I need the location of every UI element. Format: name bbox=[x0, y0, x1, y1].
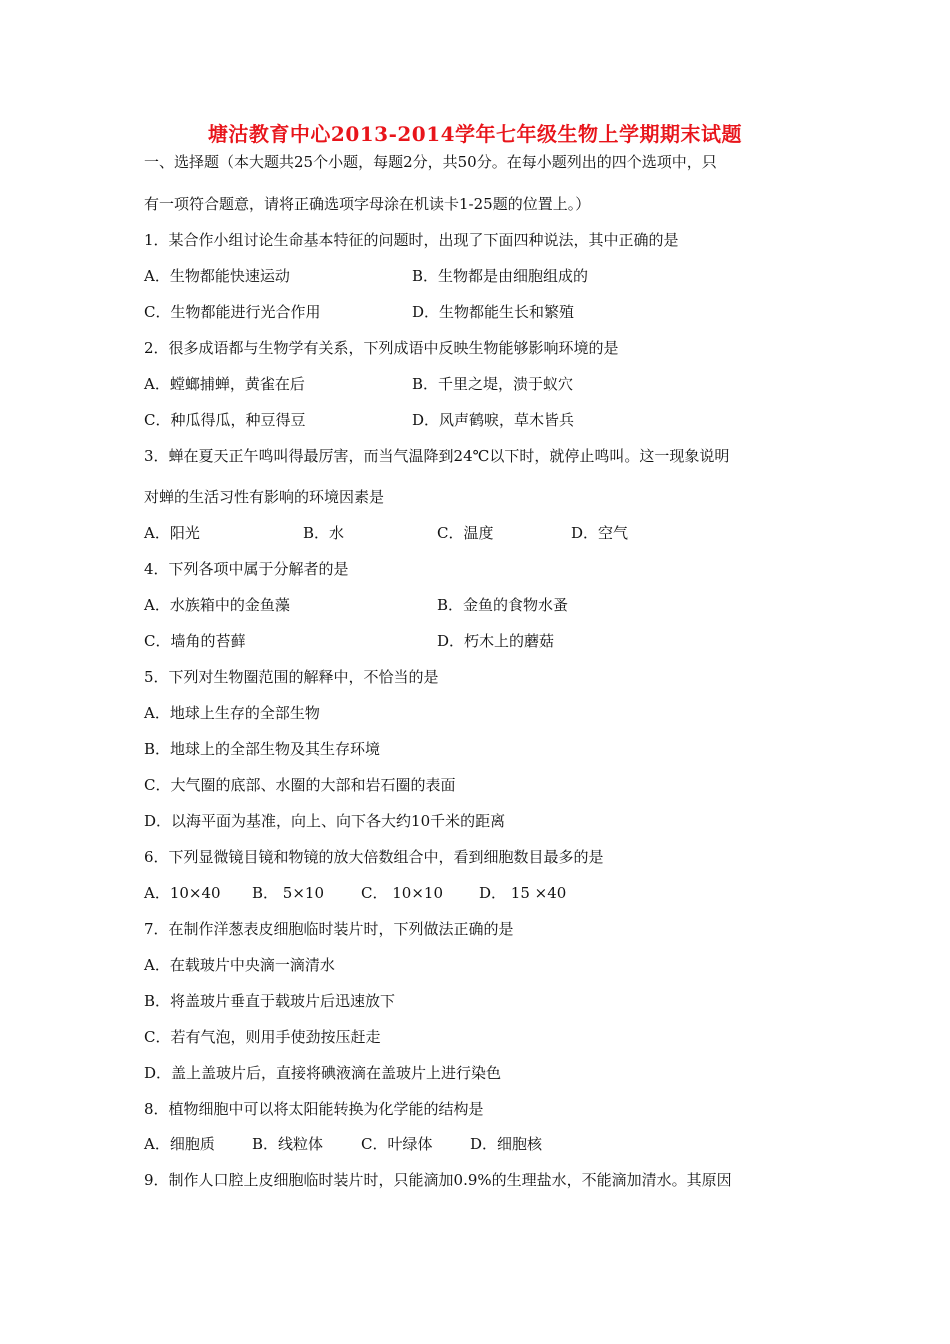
question-7-option-d: D．盖上盖玻片后，直接将碘液滴在盖玻片上进行染色 bbox=[144, 1064, 502, 1082]
question-8-option-b: B．线粒体 bbox=[252, 1135, 324, 1153]
question-1-option-b: B．生物都是由细胞组成的 bbox=[412, 267, 589, 285]
question-8-option-c: C．叶绿体 bbox=[361, 1135, 433, 1153]
question-8-option-a: A．细胞质 bbox=[144, 1135, 215, 1153]
question-2-stem: 2．很多成语都与生物学有关系，下列成语中反映生物能够影响环境的是 bbox=[144, 339, 619, 357]
question-5-option-a: A．地球上生存的全部生物 bbox=[144, 704, 320, 722]
question-3-option-d: D．空气 bbox=[571, 524, 629, 542]
section-intro-line-1: 一、选择题（本大题共25个小题，每题2分，共50分。在每小题列出的四个选项中，只 bbox=[144, 153, 717, 171]
question-9-stem: 9．制作人口腔上皮细胞临时装片时，只能滴加0.9%的生理盐水，不能滴加清水。其原因 bbox=[144, 1171, 732, 1189]
section-intro-line-2: 有一项符合题意，请将正确选项字母涂在机读卡1-25题的位置上。） bbox=[144, 195, 591, 213]
question-6-option-a: A．10×40 bbox=[144, 884, 221, 902]
question-3-option-c: C．温度 bbox=[437, 524, 494, 542]
question-1-option-d: D．生物都能生长和繁殖 bbox=[412, 303, 575, 321]
question-7-option-b: B．将盖玻片垂直于载玻片后迅速放下 bbox=[144, 992, 396, 1010]
question-3-option-b: B．水 bbox=[303, 524, 345, 542]
question-5-stem: 5．下列对生物圈范围的解释中，不恰当的是 bbox=[144, 668, 439, 686]
question-3-stem-line-2: 对蝉的生活习性有影响的环境因素是 bbox=[144, 488, 385, 506]
question-2-option-b: B．千里之堤，溃于蚁穴 bbox=[412, 375, 574, 393]
question-2-option-c: C．种瓜得瓜，种豆得豆 bbox=[144, 411, 306, 429]
question-5-option-d: D．以海平面为基准，向上、向下各大约10千米的距离 bbox=[144, 812, 506, 830]
question-4-option-a: A．水族箱中的金鱼藻 bbox=[144, 596, 290, 614]
question-5-option-c: C．大气圈的底部、水圈的大部和岩石圈的表面 bbox=[144, 776, 456, 794]
question-8-stem: 8．植物细胞中可以将太阳能转换为化学能的结构是 bbox=[144, 1100, 484, 1118]
question-4-option-d: D．朽木上的蘑菇 bbox=[437, 632, 555, 650]
question-3-option-a: A．阳光 bbox=[144, 524, 200, 542]
question-6-option-c: C． 10×10 bbox=[361, 884, 443, 902]
question-7-option-c: C．若有气泡，则用手使劲按压赶走 bbox=[144, 1028, 381, 1046]
question-8-option-d: D．细胞核 bbox=[470, 1135, 543, 1153]
question-7-option-a: A．在载玻片中央滴一滴清水 bbox=[144, 956, 335, 974]
question-4-stem: 4．下列各项中属于分解者的是 bbox=[144, 560, 349, 578]
question-7-stem: 7．在制作洋葱表皮细胞临时装片时，下列做法正确的是 bbox=[144, 920, 514, 938]
question-4-option-c: C．墙角的苔藓 bbox=[144, 632, 246, 650]
question-1-option-c: C．生物都能进行光合作用 bbox=[144, 303, 321, 321]
question-1-option-a: A．生物都能快速运动 bbox=[144, 267, 290, 285]
question-6-option-b: B． 5×10 bbox=[252, 884, 324, 902]
question-2-option-a: A．螳螂捕蝉，黄雀在后 bbox=[144, 375, 305, 393]
question-4-option-b: B．金鱼的食物水蚤 bbox=[437, 596, 569, 614]
question-5-option-b: B．地球上的全部生物及其生存环境 bbox=[144, 740, 381, 758]
exam-title: 塘沽教育中心2013-2014学年七年级生物上学期期末试题 bbox=[207, 122, 743, 146]
question-6-option-d: D． 15 ×40 bbox=[479, 884, 567, 902]
question-3-stem-line-1: 3．蝉在夏天正午鸣叫得最厉害，而当气温降到24℃以下时，就停止鸣叫。这一现象说明 bbox=[144, 447, 730, 465]
question-1-stem: 1．某合作小组讨论生命基本特征的问题时，出现了下面四种说法，其中正确的是 bbox=[144, 231, 679, 249]
question-2-option-d: D．风声鹤唳，草木皆兵 bbox=[412, 411, 575, 429]
question-6-stem: 6．下列显微镜目镜和物镜的放大倍数组合中，看到细胞数目最多的是 bbox=[144, 848, 604, 866]
